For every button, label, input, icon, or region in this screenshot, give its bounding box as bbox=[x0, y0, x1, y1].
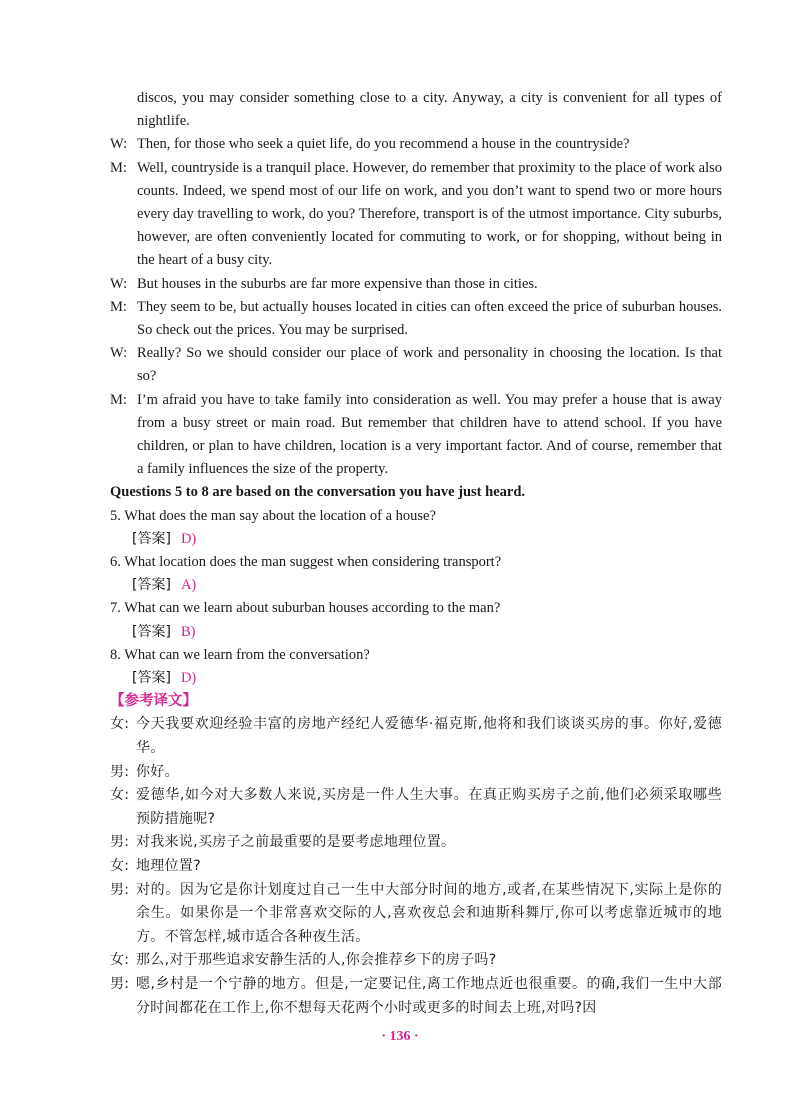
speaker-label: M: bbox=[110, 298, 127, 315]
speaker-label: 男: bbox=[110, 834, 130, 851]
translation-line bbox=[110, 949, 722, 973]
questions-heading: Questions 5 to 8 are based on the conversation you have just heard. bbox=[110, 484, 526, 501]
speaker-label: 女: bbox=[110, 952, 130, 969]
question-item: 5. What does the man say about the location of a house? bbox=[110, 507, 436, 524]
translation-text: 对我来说,买房子之前最重要的是要考虑地理位置。 bbox=[136, 834, 456, 851]
answer-tag: [答案] bbox=[132, 670, 171, 687]
dialogue-text: They seem to be, but actually houses located in cities can often exceed the price of suburban houses. So check out the prices. You may be surprised. bbox=[137, 298, 722, 339]
dialogue-line bbox=[110, 389, 722, 482]
dialogue-line bbox=[110, 157, 722, 273]
translation-text: 对的。因为它是你计划度过自己一生中大部分时间的地方,或者,在某些情况下,实际上是你的余生。如果你是一个非常喜欢交际的人,喜欢夜总会和迪斯科舞厅,你可以考虑靠近城市的地方。不管怎样,城市适合各种夜生活。 bbox=[136, 881, 722, 945]
speaker-label: M: bbox=[110, 159, 127, 176]
translation-text: 那么,对于那些追求安静生活的人,你会推荐乡下的房子吗? bbox=[136, 952, 497, 969]
dialogue-line bbox=[110, 342, 722, 388]
speaker-label: 女: bbox=[110, 716, 130, 733]
question-item: 7. What can we learn about suburban houses according to the man? bbox=[110, 600, 501, 617]
speaker-label: 男: bbox=[110, 763, 130, 780]
speaker-label: M: bbox=[110, 391, 127, 408]
dialogue-line bbox=[110, 296, 722, 342]
translation-text: 今天我要欢迎经验丰富的房地产经纪人爱德华·福克斯,他将和我们谈谈买房的事。你好,爱德华。 bbox=[136, 716, 722, 757]
page-number: · 136 · bbox=[381, 1029, 419, 1044]
translation-line bbox=[110, 831, 722, 855]
answer-value: D) bbox=[180, 670, 197, 687]
question-item: 8. What can we learn from the conversation? bbox=[110, 646, 370, 663]
answer-value: D) bbox=[180, 530, 197, 547]
answer-line bbox=[110, 667, 722, 690]
answer-value: A) bbox=[180, 577, 197, 594]
translation-line bbox=[110, 784, 722, 831]
translation-line bbox=[110, 761, 722, 785]
dialogue-text: But houses in the suburbs are far more expensive than those in cities. bbox=[137, 275, 538, 292]
translation-line bbox=[110, 879, 722, 950]
translation-text: 地理位置? bbox=[136, 858, 201, 875]
translation-line bbox=[110, 713, 722, 760]
translation-title: 【参考译文】 bbox=[110, 693, 197, 710]
page-content bbox=[110, 87, 722, 1020]
dialogue-line bbox=[110, 273, 722, 296]
translation-text: 爱德华,如今对大多数人来说,买房是一件人生大事。在真正购买房子之前,他们必须采取哪些预防措施呢? bbox=[136, 787, 722, 827]
dialogue-text: Well, countryside is a tranquil place. However, do remember that proximity to the place of work also counts. Indeed, we spend most of our life on work, and you don’t want to spend two or more hours every day travelling to work, do you? Therefore, transport is of the utmost importance. City suburbs, however, are often conveniently located for commuting to work, or for shopping, without being in the heart of a busy city. bbox=[137, 159, 722, 269]
answer-line bbox=[110, 574, 722, 597]
answer-tag: [答案] bbox=[132, 623, 171, 640]
dialogue-text: Really? So we should consider our place of work and personality in choosing the location. Is that so? bbox=[137, 345, 722, 385]
answer-line bbox=[110, 528, 722, 551]
answer-tag: [答案] bbox=[132, 530, 171, 547]
question-item: 6. What location does the man suggest when considering transport? bbox=[110, 554, 502, 571]
speaker-label: W: bbox=[110, 275, 128, 292]
translation-line bbox=[110, 973, 722, 1020]
answer-line bbox=[110, 621, 722, 644]
translation-text: 嗯,乡村是一个宁静的地方。但是,一定要记住,离工作地点近也很重要。的确,我们一生中大部分时间都花在工作上,你不想每天花两个小时或更多的时间去上班,对吗?因 bbox=[136, 976, 722, 1016]
speaker-label: 女: bbox=[110, 858, 130, 875]
speaker-label: W: bbox=[110, 136, 128, 153]
speaker-label: 男: bbox=[110, 881, 130, 898]
dialogue-text: I’m afraid you have to take family into consideration as well. You may prefer a house that is away from a busy street or main road. But remember that children have to attend school. If you have children, or plan to have children, location is a very important factor. And of course, remember that a family influences the size of the property. bbox=[137, 391, 722, 478]
translation-line bbox=[110, 855, 722, 879]
translation-text: 你好。 bbox=[136, 763, 179, 780]
dialogue-text: Then, for those who seek a quiet life, do you recommend a house in the countryside? bbox=[137, 136, 630, 153]
dialogue-line bbox=[110, 133, 722, 156]
answer-value: B) bbox=[180, 623, 196, 640]
speaker-label: 男: bbox=[110, 976, 130, 993]
dialogue-continuation: discos, you may consider something close to a city. Anyway, a city is convenient for all types of nightlife. bbox=[137, 90, 722, 130]
speaker-label: W: bbox=[110, 345, 128, 362]
answer-tag: [答案] bbox=[132, 577, 171, 594]
speaker-label: 女: bbox=[110, 787, 130, 804]
